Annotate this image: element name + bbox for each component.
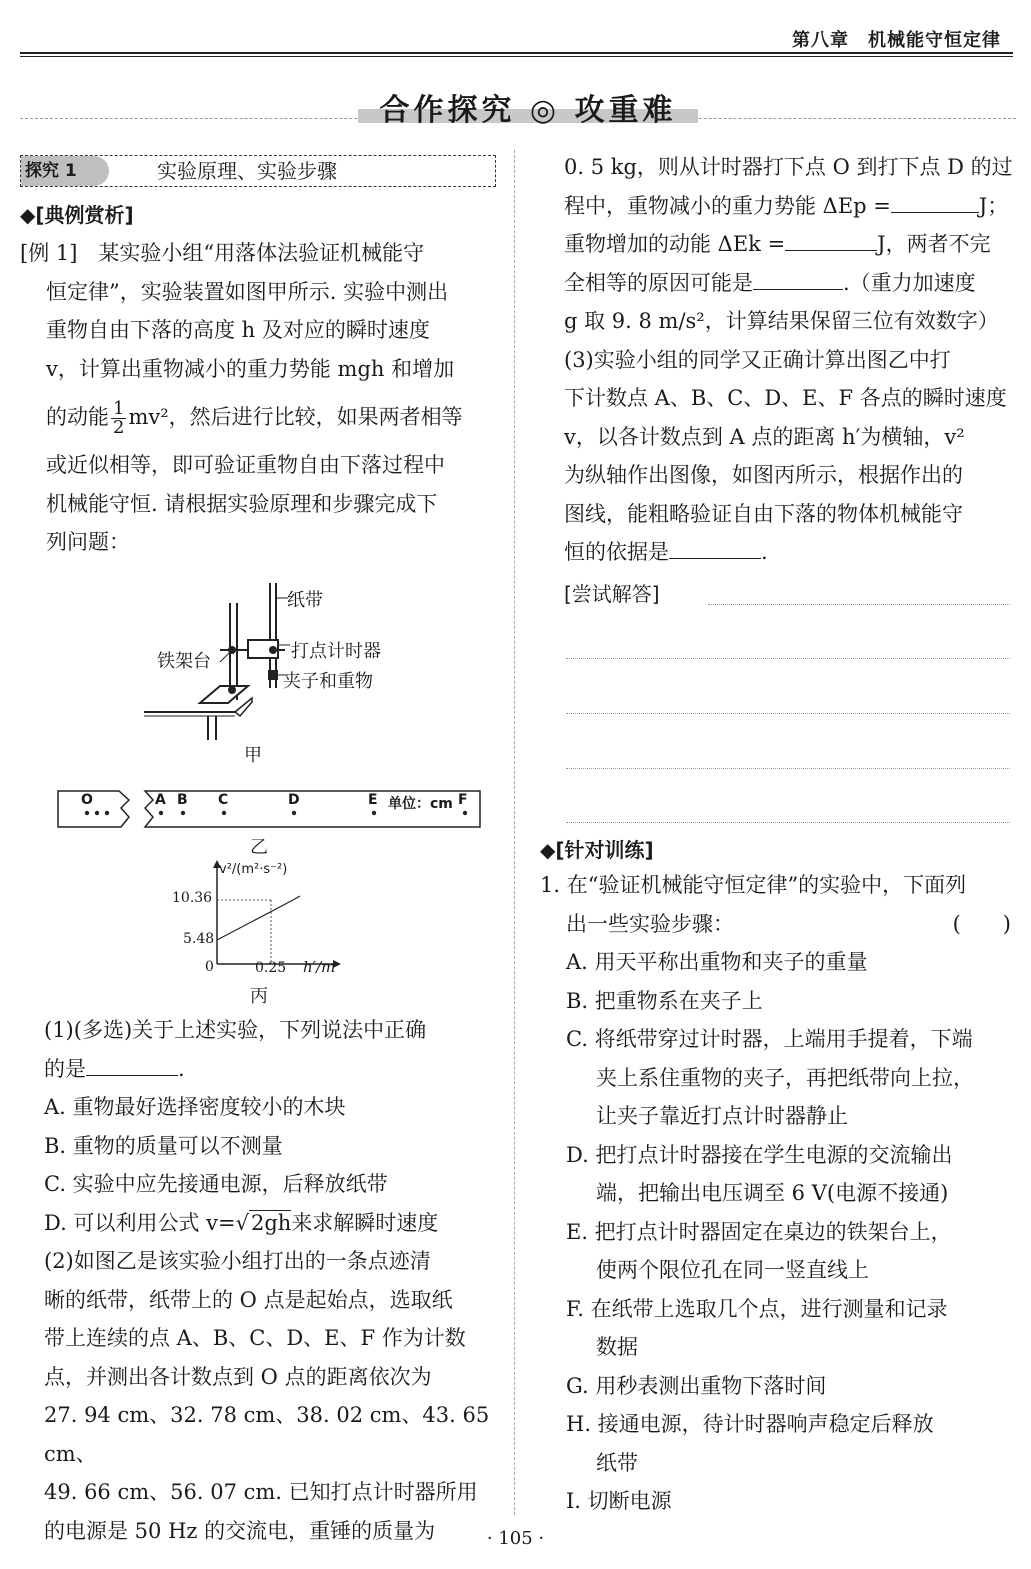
q2-line: 带上连续的点 A、B、C、D、E、F 作为计数	[44, 1326, 466, 1350]
option-c: C. 实验中应先接通电源，后释放纸带	[44, 1172, 388, 1196]
caption-b: 乙	[250, 837, 268, 858]
topic-number: 探究 1	[21, 156, 109, 186]
step-f: F. 在纸带上选取几个点，进行测量和记录	[566, 1296, 948, 1321]
graph-y1: 10.36	[172, 890, 213, 906]
tape-point-e: E	[368, 792, 378, 808]
question-1-block	[44, 1011, 499, 1550]
q1-line-blank	[44, 1050, 499, 1089]
training-q-line: 1. 在“验证机械能守恒定律”的实验中，下面列	[540, 873, 967, 897]
step-b: B. 把重物系在夹子上	[566, 988, 763, 1013]
intro-line: 恒定律”，实验装置如图甲所示. 实验中测出	[46, 279, 449, 304]
step-e: E. 把打点计时器固定在桌边的铁架台上，	[566, 1219, 952, 1244]
training-block	[540, 866, 1015, 1521]
r-line-blank	[564, 264, 1014, 303]
q2-line: 晰的纸带，纸带上的 O 点是起始点，选取纸	[44, 1287, 453, 1312]
intro-line-fraction	[20, 388, 495, 446]
step-f-cont: 数据	[596, 1335, 638, 1359]
caption-a: 甲	[244, 745, 262, 766]
banner-title: 合作探究 ◎ 攻重难	[379, 93, 677, 128]
answer-line[interactable]	[566, 658, 1010, 659]
step-d-cont: 端，把输出电压调至 6 V(电源不接通)	[596, 1181, 949, 1205]
caption-c: 丙	[250, 986, 268, 1007]
chapter-title: 第八章 机械能守恒定律	[792, 30, 1001, 51]
r-line: 图线，能粗略验证自由下落的物体机械能守	[564, 501, 963, 526]
step-h-cont: 纸带	[596, 1450, 638, 1475]
graph-xlabel: h′/m	[303, 958, 336, 976]
training-q-text: 出一些实验步骤：	[566, 911, 734, 936]
q2-line: 49. 66 cm、56. 07 cm. 已知打点计时器所用	[44, 1480, 478, 1504]
r-line: 下计数点 A、B、C、D、E、F 各点的瞬时速度	[564, 386, 1007, 410]
step-c: C. 将纸带穿过计时器，上端用手提着，下端	[566, 1027, 973, 1051]
option-b: B. 重物的质量可以不测量	[44, 1133, 283, 1158]
training-heading: ◆[针对训练]	[540, 838, 654, 862]
label-timer: 打点计时器	[291, 641, 381, 662]
answer-line[interactable]	[566, 822, 1010, 823]
try-answer-label: [尝试解答]	[564, 582, 660, 606]
page-number: · 105 ·	[486, 1528, 545, 1549]
answer-blank[interactable]	[86, 1053, 178, 1076]
step-i: I. 切断电源	[566, 1489, 672, 1513]
r-text: 程中，重物减小的重力势能 ΔEp =	[564, 193, 891, 218]
answer-blank-ep[interactable]	[891, 190, 979, 213]
section-banner	[358, 85, 698, 128]
answer-paren[interactable]: ( )	[952, 911, 1011, 936]
intro-line: 机械能守恒. 请根据实验原理和步骤完成下	[46, 491, 438, 516]
fraction-den: 2	[113, 417, 125, 438]
label-tape: 纸带	[287, 590, 323, 611]
intro-line: v，计算出重物减小的重力势能 mgh 和增加	[46, 356, 455, 381]
label-stand: 铁架台	[157, 651, 211, 672]
answer-blank-ek[interactable]	[785, 228, 877, 251]
question-2-continued	[564, 148, 1014, 572]
answer-line[interactable]	[566, 768, 1010, 769]
step-g: G. 用秒表测出重物下落时间	[566, 1373, 827, 1398]
example-label: [例 1]	[20, 241, 78, 265]
training-q-line	[540, 905, 1015, 944]
answer-line[interactable]	[708, 604, 1010, 605]
r-line-blank	[564, 533, 1014, 572]
step-c-cont: 夹上系住重物的夹子，再把纸带向上拉，	[596, 1065, 974, 1090]
option-d: D. 可以利用公式 v=√2gh来求解瞬时速度	[44, 1210, 439, 1235]
intro-line: 或近似相等，即可验证重物自由下落过程中	[46, 453, 445, 477]
intro-line: 列问题：	[46, 530, 130, 554]
r-line-blank	[564, 225, 1014, 264]
tape-point-a: A	[155, 792, 166, 808]
intro-line: 某实验小组“用落体法验证机械能守	[98, 241, 425, 265]
q2-line: 的电源是 50 Hz 的交流电，重锤的质量为	[44, 1518, 436, 1543]
tape-unit: 单位：cm	[388, 796, 453, 812]
tape-point-d: D	[288, 792, 300, 808]
q1-end: .	[178, 1056, 185, 1081]
option-d-text: D. 可以利用公式 v=	[44, 1210, 236, 1235]
q2-line: 27. 94 cm、32. 78 cm、38. 02 cm、43. 65 cm、	[44, 1403, 490, 1466]
example-heading: ◆[典例赏析]	[20, 203, 134, 227]
answer-blank-reason[interactable]	[753, 267, 843, 290]
sqrt-expr: 2gh	[250, 1210, 292, 1235]
label-clamp: 夹子和重物	[283, 671, 373, 692]
step-c-cont: 让夹子靠近打点计时器静止	[596, 1104, 848, 1128]
step-a: A. 用天平称出重物和夹子的重量	[566, 950, 868, 974]
r-text: J，两者不完	[877, 232, 991, 256]
r-line: g 取 9. 8 m/s²，计算结果保留三位有效数字）	[564, 309, 999, 333]
topic-tag	[20, 155, 496, 187]
q2-line: (2)如图乙是该实验小组打出的一条点迹清	[44, 1249, 431, 1273]
q1-line: (1)(多选)关于上述实验，下列说法中正确	[44, 1018, 427, 1042]
intro-text: mv²，然后进行比较，如果两者相等	[128, 405, 463, 429]
fraction-half	[111, 400, 126, 437]
q1-text: 的是	[44, 1056, 86, 1081]
graph-y2: 5.48	[183, 931, 215, 947]
graph-origin: 0	[205, 959, 214, 975]
r-text: .（重力加速度	[843, 270, 976, 295]
header-rule-thin	[20, 56, 1013, 57]
step-h: H. 接通电源，待计时器响声稳定后释放	[566, 1412, 934, 1436]
option-d-text-end: 来求解瞬时速度	[291, 1210, 439, 1235]
r-line: (3)实验小组的同学又正确计算出图乙中打	[564, 347, 951, 372]
r-text: 恒的依据是	[564, 540, 669, 564]
r-line: 为纵轴作出图像，如图丙所示，根据作出的	[564, 463, 963, 487]
r-text: J；	[978, 193, 1009, 218]
header-rule	[20, 52, 1013, 54]
fraction-num: 1	[113, 398, 125, 419]
tape-point-f: F	[458, 792, 468, 808]
option-a: A. 重物最好选择密度较小的木块	[44, 1095, 346, 1119]
r-line-blank	[564, 187, 1014, 226]
answer-line[interactable]	[566, 713, 1010, 714]
graph-ylabel: v²/(m²·s⁻²)	[219, 862, 288, 877]
r-text: .	[761, 540, 768, 564]
r-text: 重物增加的动能 ΔEk =	[564, 232, 786, 256]
tape-point-c: C	[218, 792, 229, 808]
column-divider	[514, 150, 515, 1515]
tape-point-o: O	[81, 792, 93, 808]
r-line: v，以各计数点到 A 点的距离 h′为横轴，v²	[564, 424, 965, 449]
example-intro	[20, 234, 495, 562]
intro-line: 重物自由下落的高度 h 及对应的瞬时速度	[46, 318, 430, 342]
step-e-cont: 使两个限位孔在同一竖直线上	[596, 1258, 869, 1282]
r-text: 全相等的原因可能是	[564, 270, 753, 295]
intro-text: 的动能	[46, 405, 109, 429]
topic-title: 实验原理、实验步骤	[157, 159, 337, 183]
answer-blank-basis[interactable]	[669, 536, 761, 559]
q2-line: 点，并测出各计数点到 O 点的距离依次为	[44, 1364, 432, 1389]
graph-x1: 0.25	[255, 960, 287, 976]
tape-point-b: B	[177, 792, 188, 808]
step-d: D. 把打点计时器接在学生电源的交流输出	[566, 1142, 953, 1167]
r-line: 0. 5 kg，则从计时器打下点 O 到打下点 D 的过	[564, 155, 1013, 179]
